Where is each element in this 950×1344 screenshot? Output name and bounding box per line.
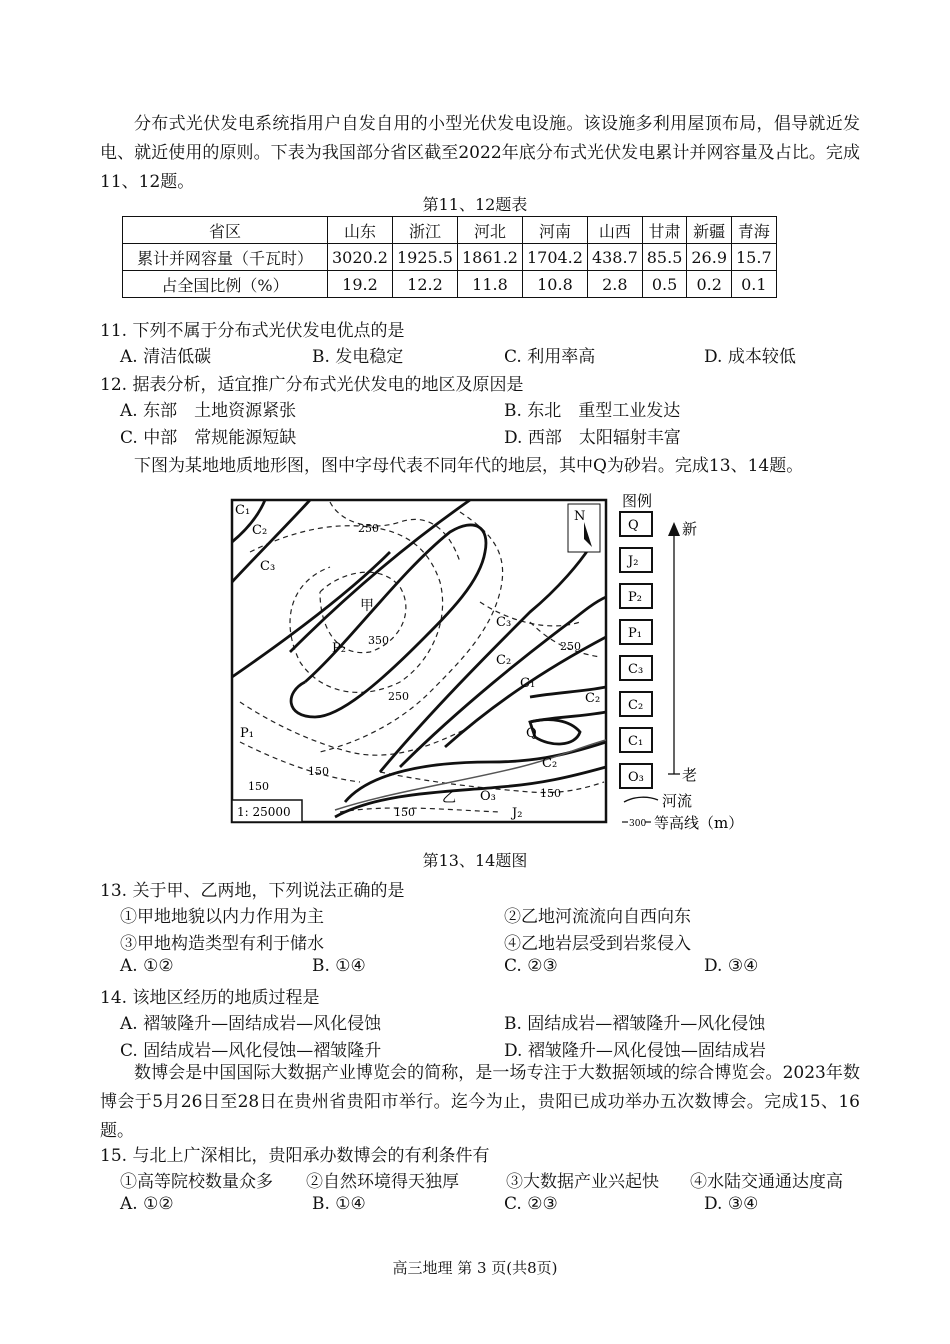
q14-option-a: A. 褶皱隆升—固结成岩—风化侵蚀 — [120, 1014, 382, 1034]
stratum-label: O₃ — [480, 789, 496, 804]
stratum-label: Q — [526, 726, 537, 741]
map-frame — [232, 500, 606, 822]
table-cell: 1925.5 — [392, 244, 457, 271]
pv-capacity-table — [122, 216, 777, 298]
legend-items — [620, 512, 652, 788]
q13-option-c: C. ②③ — [504, 956, 558, 976]
table-cell: 累计并网容量（千瓦时） — [123, 244, 328, 271]
table-cell: 甘肃 — [642, 217, 687, 244]
table-cell: 山西 — [587, 217, 642, 244]
q13-statement-2: ②乙地河流流向自西向东 — [504, 907, 691, 927]
table-cell: 浙江 — [392, 217, 457, 244]
legend-item-label: C₃ — [628, 662, 644, 677]
q11-option-c: C. 利用率高 — [504, 347, 596, 367]
q15-option-a: A. ①② — [120, 1194, 174, 1214]
q15-option-b: B. ①④ — [312, 1194, 366, 1214]
table-cell: 3020.2 — [328, 244, 393, 271]
table-cell: 15.7 — [732, 244, 777, 271]
stratum-label: C₂ — [542, 756, 558, 771]
q13-option-a: A. ①② — [120, 956, 174, 976]
question-11-stem: 11. 下列不属于分布式光伏发电优点的是 — [100, 321, 405, 341]
geologic-map-figure — [230, 492, 790, 837]
stratum-label: P₁ — [240, 726, 254, 741]
q13-option-b: B. ①④ — [312, 956, 366, 976]
q14-option-b: B. 固结成岩—褶皱隆升—风化侵蚀 — [504, 1014, 766, 1034]
legend-old-label: 老 — [682, 766, 698, 784]
page-footer: 高三地理 第 3 页(共8页) — [392, 1259, 558, 1277]
q15-option-c: C. ②③ — [504, 1194, 558, 1214]
figure-caption: 第13、14题图 — [422, 851, 528, 870]
table-cell: 青海 — [732, 217, 777, 244]
table-cell: 新疆 — [687, 217, 732, 244]
q11-option-a: A. 清洁低碳 — [120, 347, 212, 367]
q12-option-c: C. 中部 常规能源短缺 — [120, 428, 297, 448]
legend-item-label: J₂ — [628, 554, 639, 569]
table-cell: 1704.2 — [522, 244, 587, 271]
q13-statement-4: ④乙地岩层受到岩浆侵入 — [504, 934, 691, 954]
stratum-label: C₂ — [496, 653, 512, 668]
intro-paragraph-pv: 分布式光伏发电系统指用户自发自用的小型光伏发电设施。该设施多利用屋顶布局，倡导就近发电、就近使用的原则。下表为我国部分省区截至2022年底分布式光伏发电累计并网容量及占比。完成11、12题。 — [100, 114, 860, 192]
table-cell: 19.2 — [328, 271, 393, 298]
contour-value: 250 — [560, 640, 581, 653]
q13-statement-3: ③甲地构造类型有利于储水 — [120, 934, 324, 954]
q15-option-d: D. ③④ — [704, 1194, 759, 1214]
scale-label: 1: 25000 — [237, 805, 291, 819]
legend-new-label: 新 — [682, 520, 698, 538]
table-header-row — [123, 217, 777, 244]
intro-paragraph-geology: 下图为某地地质地形图，图中字母代表不同年代的地层，其中Q为砂岩。完成13、14题。 — [134, 456, 804, 476]
table-cell: 0.1 — [732, 271, 777, 298]
stratum-label: C₁ — [235, 503, 251, 518]
contour-value: 250 — [358, 522, 379, 535]
question-12-stem: 12. 据表分析，适宜推广分布式光伏发电的地区及原因是 — [100, 375, 524, 395]
q12-option-a: A. 东部 土地资源紧张 — [120, 401, 297, 421]
legend-item-label: O₃ — [628, 770, 644, 785]
q11-option-b: B. 发电稳定 — [312, 347, 404, 367]
intro-paragraph-data-expo: 数博会是中国国际大数据产业博览会的简称，是一场专注于大数据领域的综合博览会。2023年数博会于5月26日至28日在贵州省贵阳市举行。迄今为止，贵阳已成功举办五次数博会。完成15、16题。 — [100, 1063, 860, 1141]
stratum-label: P₂ — [332, 641, 346, 656]
table-row — [123, 271, 777, 298]
stratum-label: J₂ — [512, 806, 523, 821]
table-cell: 10.8 — [522, 271, 587, 298]
q15-statement-4: ④水陆交通通达度高 — [690, 1172, 843, 1192]
stratum-label: C₁ — [520, 676, 536, 691]
contour-value: 150 — [540, 787, 561, 800]
table-cell: 1861.2 — [457, 244, 522, 271]
table-cell: 0.5 — [642, 271, 687, 298]
stratum-label: C₂ — [585, 691, 601, 706]
table-cell: 11.8 — [457, 271, 522, 298]
table-cell: 12.2 — [392, 271, 457, 298]
strata-labels — [235, 503, 600, 821]
table-cell: 85.5 — [642, 244, 687, 271]
q13-option-d: D. ③④ — [704, 956, 759, 976]
table-cell: 山东 — [328, 217, 393, 244]
question-14-stem: 14. 该地区经历的地质过程是 — [100, 988, 320, 1008]
question-13-stem: 13. 关于甲、乙两地，下列说法正确的是 — [100, 881, 405, 901]
table-cell: 0.2 — [687, 271, 732, 298]
q14-option-c: C. 固结成岩—风化侵蚀—褶皱隆升 — [120, 1041, 382, 1061]
q12-option-b: B. 东北 重型工业发达 — [504, 401, 681, 421]
contour-value: 350 — [368, 634, 389, 647]
contour-value: 150 — [248, 780, 269, 793]
stratum-label: C₃ — [260, 559, 276, 574]
q11-option-d: D. 成本较低 — [704, 347, 796, 367]
legend-item-label: C₂ — [628, 698, 644, 713]
legend-item-label: P₁ — [628, 626, 642, 641]
table-caption: 第11、12题表 — [422, 195, 528, 214]
table-cell: 省区 — [123, 217, 328, 244]
place-jia: 甲 — [360, 598, 374, 614]
north-arrow-label: N — [574, 509, 586, 524]
q12-option-d: D. 西部 太阳辐射丰富 — [504, 428, 681, 448]
stratum-label: C₂ — [252, 523, 268, 538]
legend-title: 图例 — [622, 492, 653, 510]
legend-contour-label: 等高线（m） — [654, 814, 744, 832]
q15-statement-3: ③大数据产业兴起快 — [506, 1172, 659, 1192]
legend-item-label: Q — [628, 518, 639, 533]
q14-option-d: D. 褶皱隆升—风化侵蚀—固结成岩 — [504, 1041, 766, 1061]
table-cell: 河南 — [522, 217, 587, 244]
q15-statement-2: ②自然环境得天独厚 — [306, 1172, 459, 1192]
question-15-stem: 15. 与北上广深相比，贵阳承办数博会的有利条件有 — [100, 1146, 490, 1166]
table-cell: 438.7 — [587, 244, 642, 271]
contour-value: 250 — [388, 690, 409, 703]
table-cell: 26.9 — [687, 244, 732, 271]
legend-item-label: P₂ — [628, 590, 642, 605]
legend-item-label: C₁ — [628, 734, 644, 749]
table-row — [123, 244, 777, 271]
table-cell: 河北 — [457, 217, 522, 244]
contour-value: 150 — [308, 765, 329, 778]
river-legend-icon — [624, 797, 658, 802]
table-cell: 占全国比例（%） — [123, 271, 328, 298]
contour-value: 150 — [394, 806, 415, 819]
contour-legend-sample: 300 — [629, 819, 647, 829]
legend-river-label: 河流 — [662, 792, 693, 810]
table-cell: 2.8 — [587, 271, 642, 298]
stratum-label: C₃ — [496, 615, 512, 630]
q13-statement-1: ①甲地地貌以内力作用为主 — [120, 907, 324, 927]
river-line — [335, 740, 606, 810]
q15-statement-1: ①高等院校数量众多 — [120, 1172, 273, 1192]
arrow-up-icon — [668, 522, 680, 536]
place-yi: 乙 — [442, 790, 456, 806]
